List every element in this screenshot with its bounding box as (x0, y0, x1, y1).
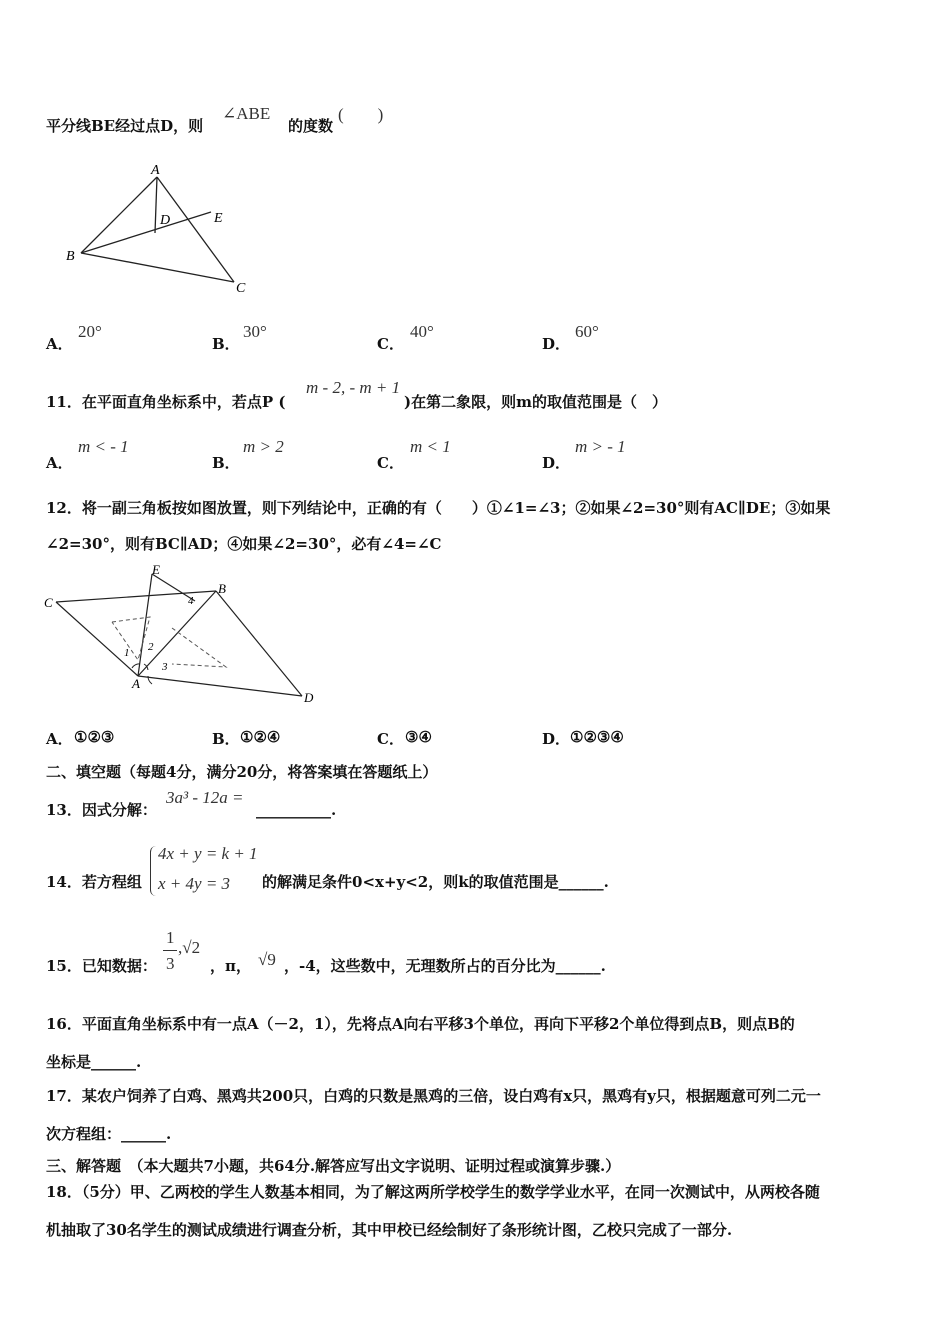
q12-label-b: B (218, 581, 226, 596)
q18-line2: 机抽取了30名学生的测试成绩进行调查分析，其中甲校已经绘制好了条形统计图，乙校只完成了一部分. (46, 1221, 733, 1239)
q10-stem-b: 的度数 (288, 117, 334, 135)
q13-expr: 3a³ - 12a = (166, 788, 244, 807)
q12-option-c-letter: C． (377, 730, 404, 748)
q10-label-e: E (214, 211, 223, 226)
q15-sqrt9: √9 (258, 950, 276, 969)
q10-option-b-letter: B． (212, 335, 240, 353)
q18-line1: 18．（5分）甲、乙两校的学生人数基本相同，为了解这两所学校学生的数学学业水平，在同一次测试中，从两校各随 (46, 1183, 820, 1201)
q11-option-b-value: m > 2 (243, 437, 284, 456)
q10-option-c-letter: C． (377, 335, 404, 353)
q10-label-a: A (151, 163, 160, 178)
q10-figure (56, 160, 266, 300)
q15-frac-num: 1 (166, 928, 175, 947)
q10-option-c-value: 40° (410, 322, 434, 341)
q10-label-c: C (236, 281, 246, 296)
q12-option-a-value: ①②③ (74, 728, 115, 746)
q13-blank: __________. (256, 801, 337, 819)
q11-option-a-value: m < - 1 (78, 437, 129, 456)
q12-option-d-letter: D． (542, 730, 571, 748)
q17-line2: 次方程组：______. (46, 1125, 172, 1143)
q12-option-b-letter: B． (212, 730, 240, 748)
q15-mid: ，π， (210, 957, 251, 975)
q10-line-ad (155, 177, 157, 233)
q15-frac-den: 3 (166, 954, 175, 973)
q15-stem: 15．已知数据： (46, 957, 157, 975)
q12-figure (40, 560, 330, 710)
q12-label-c: C (44, 595, 53, 610)
q10-option-b-value: 30° (243, 322, 267, 341)
q13-stem: 13．因式分解： (46, 801, 157, 819)
q12-label-a: A (132, 676, 140, 691)
q14-tail: 的解满足条件0<x+y<2，则k的取值范围是______. (262, 873, 609, 891)
q10-paren: ( ) (338, 105, 384, 124)
q11-option-c-value: m < 1 (410, 437, 451, 456)
q15-frac-bar (163, 950, 177, 951)
q10-line-bc (81, 253, 234, 282)
q12-dashed-tri-1 (112, 617, 150, 660)
q11-stem-a: 11．在平面直角坐标系中，若点P ( (46, 393, 286, 411)
q14-eq1: 4x + y = k + 1 (158, 844, 258, 863)
q10-line-ac (157, 177, 234, 282)
q16-line2: 坐标是______. (46, 1053, 142, 1071)
q14-stem: 14．若方程组 (46, 873, 142, 891)
q12-line-ad (138, 676, 302, 696)
q10-label-b: B (66, 249, 75, 264)
q10-line-be (81, 212, 211, 253)
q11-option-c-letter: C． (377, 454, 404, 472)
q12-label-d: D (304, 690, 314, 705)
q11-stem-b: )在第二象限，则m的取值范围是（ ） (404, 393, 667, 411)
q12-label-angle1: 1 (124, 647, 130, 659)
q10-option-d-value: 60° (575, 322, 599, 341)
q12-label-e: E (152, 562, 160, 577)
q10-stem-a: 平分线BE经过点D，则 (46, 117, 204, 135)
q12-dashed-tri-2 (172, 628, 226, 667)
q10-option-a-value: 20° (78, 322, 102, 341)
q10-option-d-letter: D． (542, 335, 571, 353)
q11-option-b-letter: B． (212, 454, 240, 472)
q10-option-a-letter: A． (46, 335, 73, 353)
q11-option-d-letter: D． (542, 454, 571, 472)
q12-line1: 12．将一副三角板按如图放置，则下列结论中，正确的有（ ）①∠1=∠3；②如果∠2=30°则有AC∥DE；③如果 (46, 499, 831, 517)
q12-label-angle4: 4 (188, 595, 194, 607)
q12-line-ea (138, 574, 152, 676)
q12-option-b-value: ①②④ (240, 728, 281, 746)
q12-line-ba (138, 591, 216, 676)
q17-line1: 17．某农户饲养了白鸡、黑鸡共200只，白鸡的只数是黑鸡的三倍，设白鸡有x只，黑鸡有y只，根据题意可列二元一 (46, 1087, 821, 1105)
q11-option-a-letter: A． (46, 454, 73, 472)
section-2-heading: 二、填空题（每题4分，满分20分，将答案填在答题纸上） (46, 763, 438, 781)
q12-option-d-value: ①②③④ (570, 728, 624, 746)
q10-label-d: D (160, 213, 171, 228)
q16-line1: 16．平面直角坐标系中有一点A（－2，1），先将点A向右平移3个单位，再向下平移2个单位得到点B，则点B的 (46, 1015, 795, 1033)
q10-angle: ∠ABE (222, 104, 271, 123)
q12-label-angle2: 2 (148, 641, 154, 653)
q12-option-a-letter: A． (46, 730, 73, 748)
q15-sqrt2: ,√2 (178, 938, 201, 957)
q11-coord: m - 2, - m + 1 (306, 378, 401, 397)
q12-line2: ∠2=30°，则有BC∥AD；④如果∠2=30°，必有∠4=∠C (46, 535, 442, 553)
q12-label-angle3: 3 (162, 661, 168, 673)
q15-tail: ，-4，这些数中，无理数所占的百分比为______. (284, 957, 606, 975)
q12-line-ca (56, 602, 138, 676)
q12-option-c-value: ③④ (405, 728, 432, 746)
q11-option-d-value: m > - 1 (575, 437, 626, 456)
q14-eq2: x + 4y = 3 (158, 874, 231, 893)
section-3-heading: 三、解答题 （本大题共7小题，共64分.解答应写出文字说明、证明过程或演算步骤.） (46, 1157, 621, 1175)
q12-line-bd (216, 591, 302, 696)
